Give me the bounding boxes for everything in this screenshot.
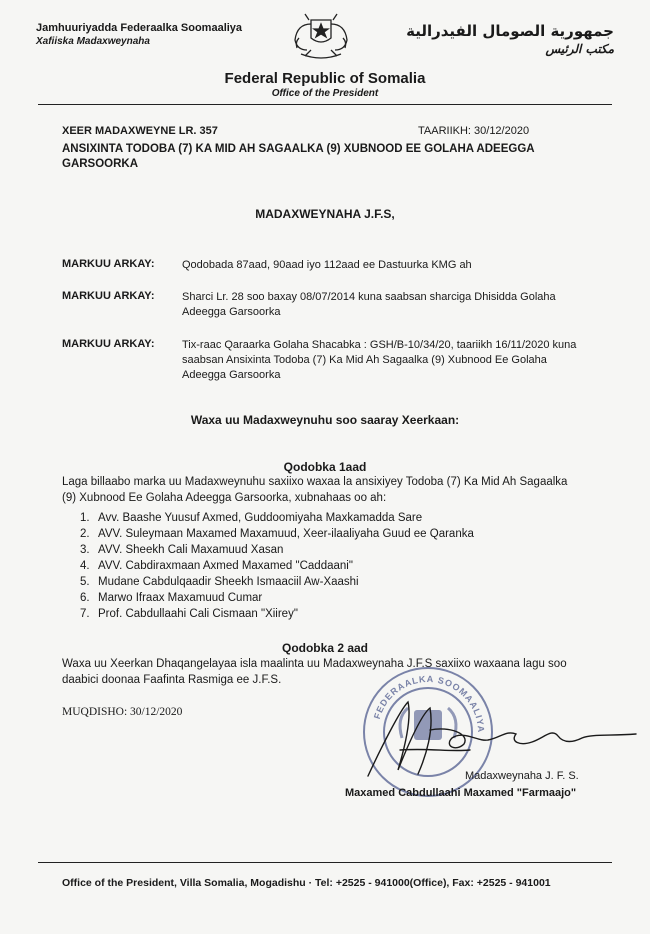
list-item [80,558,474,574]
decree-statement: Waxa uu Madaxweynuhu soo saaray Xeerkaan: [190,413,460,427]
consideration-text-3: Tix-raac Qaraarka Golaha Shacabka : GSH/B-10/34/20, taariikh 16/11/2020 kuna saabsan Ansixinta Todoba (7) Ka Mid Ah Sagaalka (9) Xubnood Ee Golaha Adeegga Garsoorka [182,339,577,381]
header-right-line2: مكتب الرئيس [545,42,614,56]
list-item [80,590,474,606]
footer-contact: Office of the President, Villa Somalia, Mogadishu · Tel: +2525 - 941000(Office), Fax: +2525 - 941001 [62,877,551,889]
issuer-heading: MADAXWEYNAHA J.F.S, [255,207,395,221]
list-item-number: 5. [80,576,90,588]
consideration-text-1: Qodobada 87aad, 90aad iyo 112aad ee Dastuurka KMG ah [182,259,472,271]
list-item-text: Prof. Cabdullaahi Cali Cismaan "Xiirey" [98,608,298,620]
svg-text:FEDERAALKA SOOMAALIYA: FEDERAALKA SOOMAALIYA [371,673,487,734]
members-list [80,510,474,622]
list-item [80,574,474,590]
list-item-text: AVV. Cabdiraxmaan Axmed Maxamed "Caddaani" [98,560,353,572]
list-item-text: Mudane Cabdulqaadir Sheekh Ismaaciil Aw-Xaashi [98,576,359,588]
signatory-title: Madaxweynaha J. F. S. [465,770,579,782]
consideration-label-3: MARKUU ARKAY: [62,338,155,350]
list-item-text: AVV. Sheekh Cali Maxamuud Xasan [98,544,284,556]
header-left-line1: Jamhuuriyadda Federaalka Soomaaliya [36,22,243,34]
document-subtitle: Office of the President [271,88,379,99]
article-2-text: Waxa uu Xeerkan Dhaqangelayaa isla maalinta uu Madaxweynaha J.F.S saxiixo waxaana lagu soo daabici doonaa Faafinta Rasmiga ee J.F.S. [62,658,567,686]
list-item-text: Avv. Baashe Yuusuf Axmed, Guddoomiyaha Maxkamadda Sare [98,512,423,524]
list-item-number: 6. [80,592,90,604]
article-1-heading: Qodobka 1aad [283,460,367,474]
consideration-label-2: MARKUU ARKAY: [62,290,155,302]
header-right-line1: جمهورية الصومال الفيدرالية [406,22,614,40]
header-left-line2: Xafiiska Madaxweynaha [36,36,150,47]
header-divider [38,104,612,105]
consideration-label-1: MARKUU ARKAY: [62,258,155,270]
list-item [80,542,474,558]
list-item [80,526,474,542]
list-item [80,606,474,622]
list-item-number: 7. [80,608,90,620]
article-2-heading: Qodobka 2 aad [281,641,369,655]
list-item-number: 4. [80,560,90,572]
signatory-name: Maxamed Cabdullaahi Maxamed "Farmaajo" [345,787,577,799]
decree-date: TAARIIKH: 30/12/2020 [418,125,530,137]
list-item-number: 3. [80,544,90,556]
consideration-text-2: Sharci Lr. 28 soo baxay 08/07/2014 kuna saabsan sharciga Dhisidda Golaha Adeegga Garsoorka [182,291,556,318]
decree-subject: ANSIXINTA TODOBA (7) KA MID AH SAGAALKA (9) XUBNOOD EE GOLAHA ADEEGGA GARSOORKA [62,143,535,170]
decree-number: XEER MADAXWEYNE LR. 357 [62,125,218,137]
list-item-number: 2. [80,528,90,540]
list-item-number: 1. [80,512,90,524]
list-item-text: Marwo Ifraax Maxamuud Cumar [98,592,263,604]
somalia-coat-of-arms-icon [287,10,355,64]
list-item-text: AVV. Suleymaan Maxamed Maxamuud, Xeer-ilaaliyaha Guud ee Qaranka [98,528,474,540]
document-title: Federal Republic of Somalia [224,70,426,87]
place-and-date: MUQDISHO: 30/12/2020 [62,706,183,718]
list-item [80,510,474,526]
signature-icon [360,690,640,780]
footer-divider [38,862,612,863]
article-1-intro: Laga billaabo marka uu Madaxweynuhu saxiixo waxaa la ansixiyey Todoba (7) Ka Mid Ah Sagaalka (9) Xubnood Ee Golaha Adeegga Garsoorka, xubnahaas oo ah: [62,476,568,504]
